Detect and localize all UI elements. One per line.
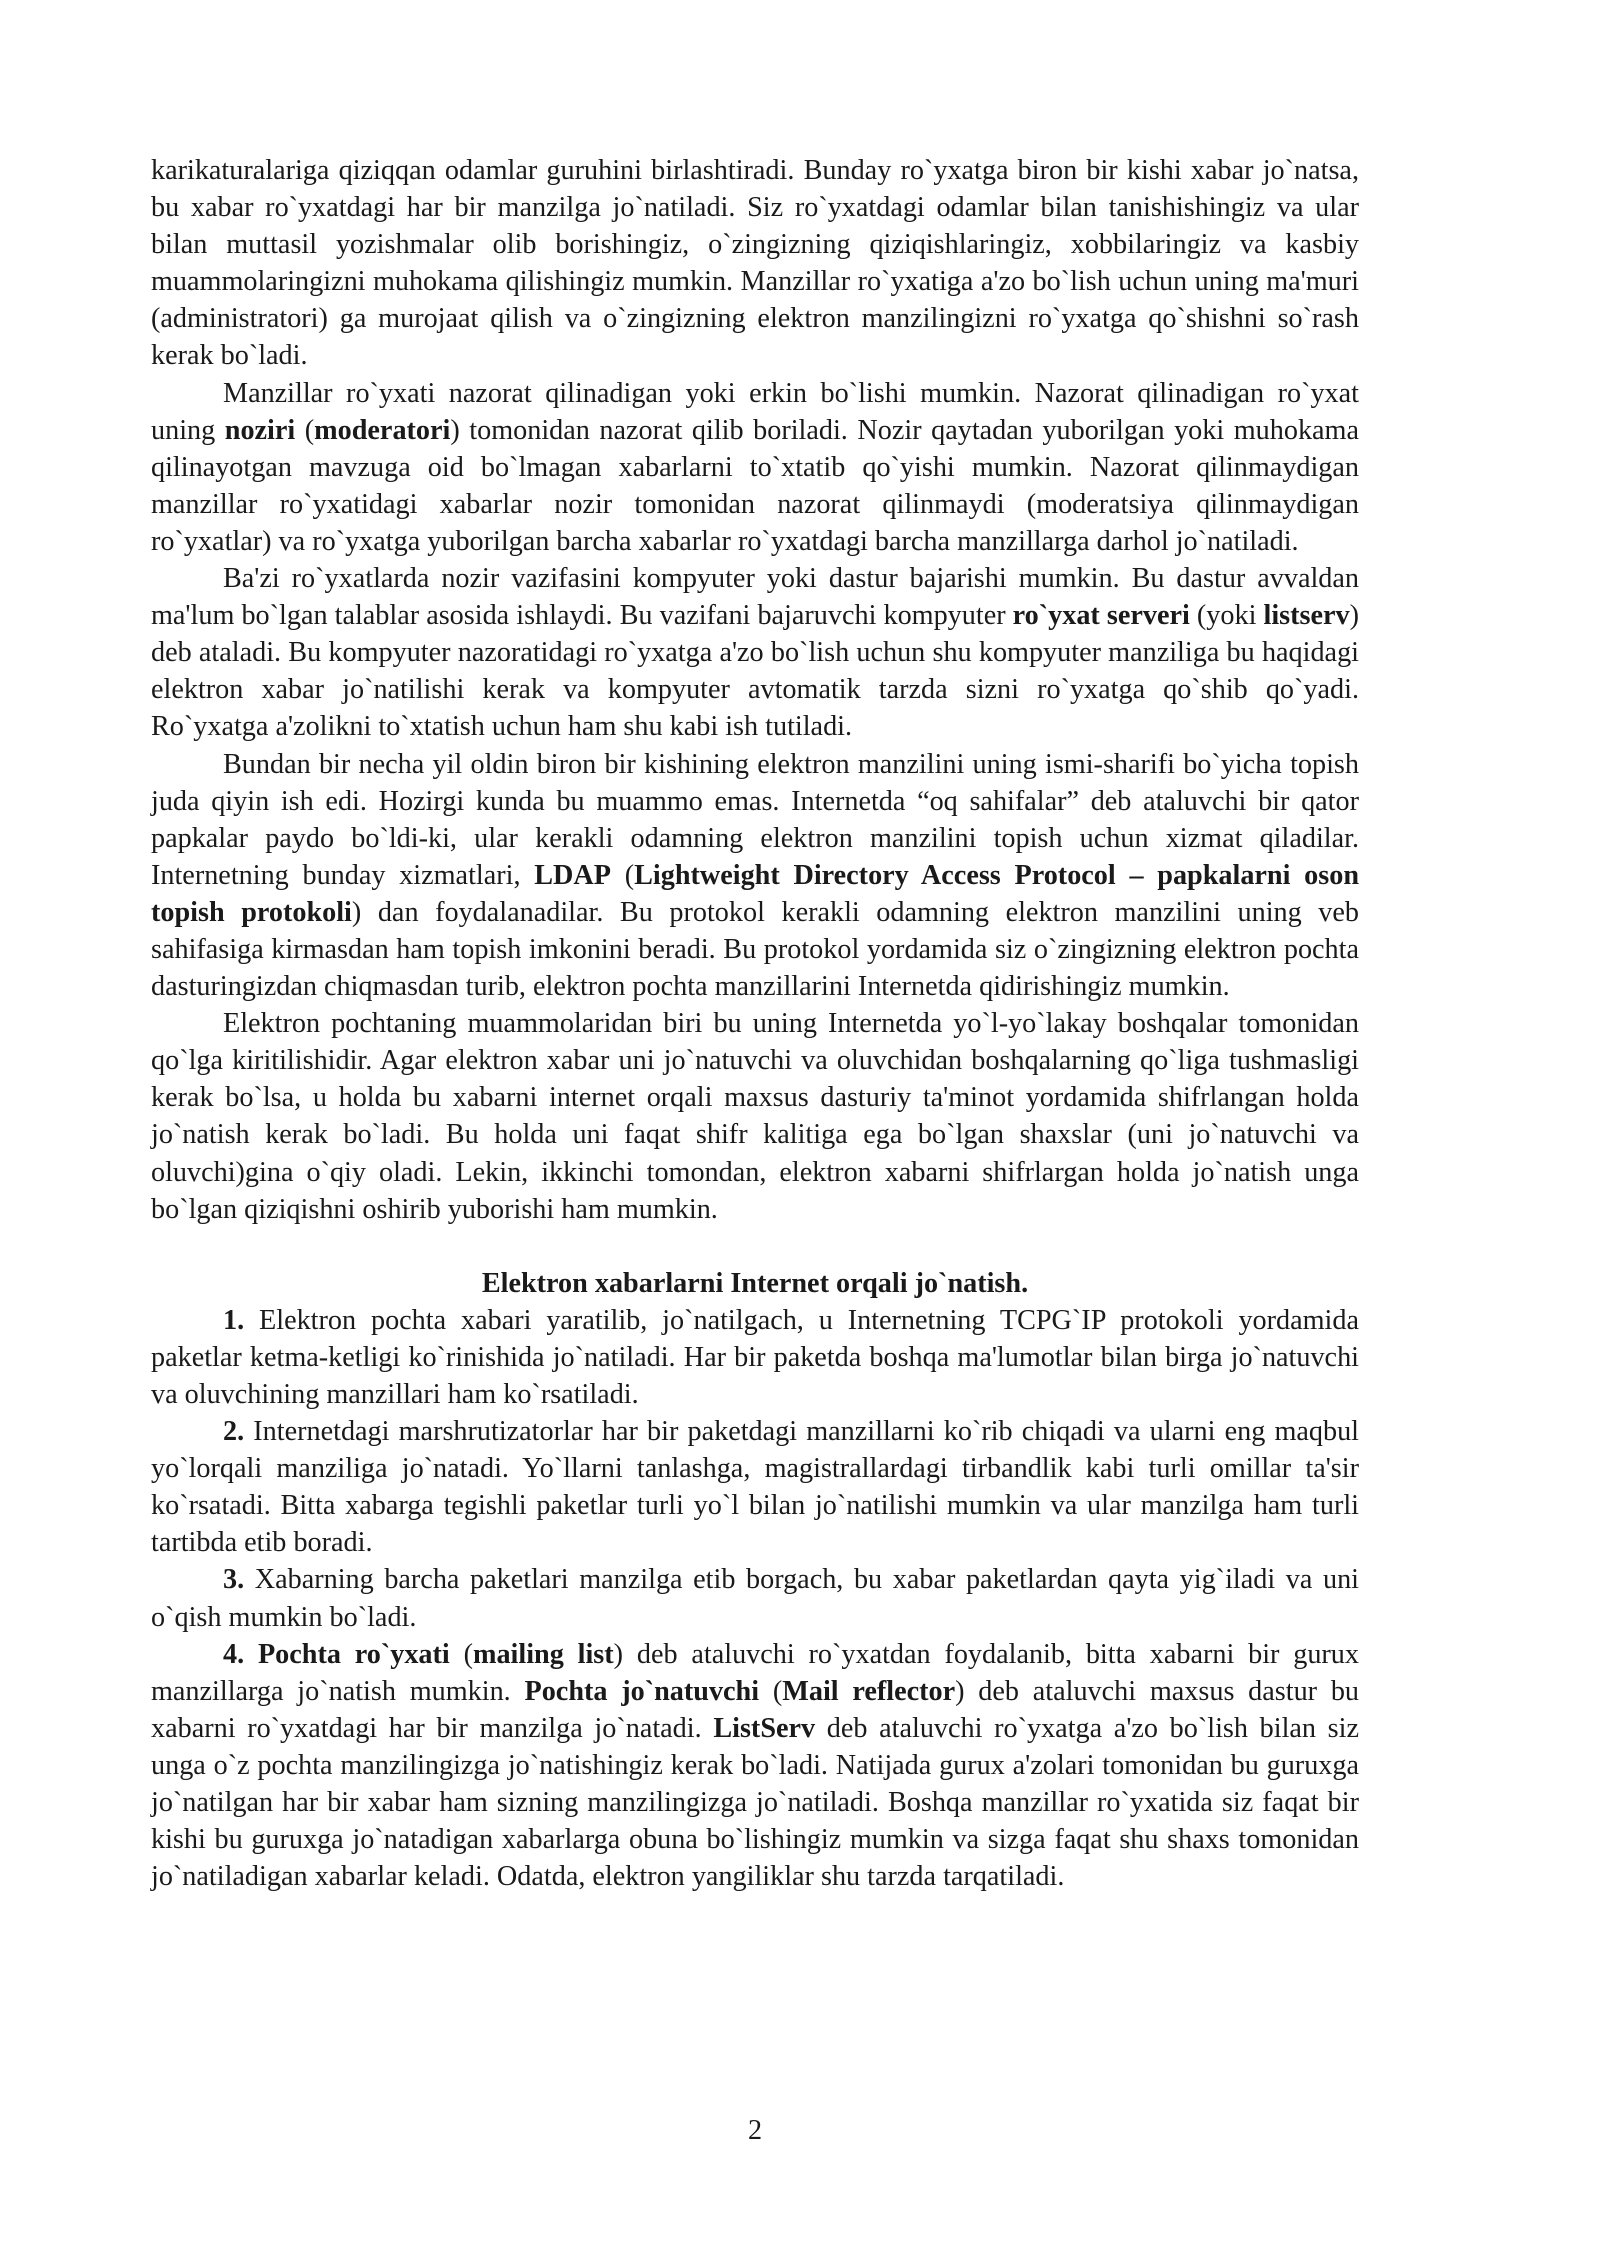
bold-term-moderatori: moderatori (314, 414, 451, 446)
bold-term-pochta-jonatuvchi: Pochta jo`natuvchi (524, 1675, 760, 1707)
text-run: Bundan bir necha yil oldin biron bir kishining elektron manzilini uning ismi-sharifi bo`yicha topish juda qiyin ish edi. Hozirgi kunda bu muammo emas. Internetda “oq sahifalar” deb ataluvchi bir qator papkalar paydo bo`ldi-ki, ular kerakli odamning elektron manzilini topish uchun xizmat qiladilar. Internetning bunday xizmatlari, (151, 748, 1359, 891)
text-run: ) deb ataluvchi ro`yxatdan foydalanib, bitta xabarni bir gurux manzillarga jo`natish mumkin. (151, 1638, 1359, 1707)
numbered-item-4 (151, 1636, 1359, 1896)
bold-term-listserv-2: ListServ (713, 1712, 816, 1744)
numbered-item-3 (151, 1561, 1359, 1635)
bold-term-mail-reflector: Mail reflector (782, 1675, 956, 1707)
bold-term-noziri: noziri (224, 414, 296, 446)
item-number: 2. (223, 1416, 245, 1448)
paragraph-5: Elektron pochtaning muammolaridan biri bu uning Internetda yo`l-yo`lakay boshqalar tomonidan qo`lga kiritilishidir. Agar elektron xabar uni jo`natuvchi va oluvchidan boshqalarning qo`liga tushmasligi kerak bo`lsa, u holda bu xabarni internet orqali maxsus dasturiy ta'minot yordamida shifrlangan holda jo`natish kerak bo`ladi. Bu holda uni faqat shifr kalitiga ega bo`lgan shaxslar (uni jo`natuvchi va oluvchi)gina o`qiy oladi. Lekin, ikkinchi tomondan, elektron xabarni shifrlargan holda jo`natish unga bo`lgan qiziqishni oshirib yuborishi ham mumkin. (151, 1008, 1359, 1225)
text-run: ( (295, 414, 315, 446)
bold-term-royxat-serveri: ro`yxat serveri (1012, 600, 1190, 632)
bold-term-pochta-royxati: Pochta ro`yxati (244, 1638, 450, 1670)
text-run: (yoki (1189, 600, 1264, 632)
item-number: 1. (223, 1304, 245, 1336)
bold-term-ldap-expansion: Lightweight Directory Access Protocol – papkalarni oson topish protokoli (151, 859, 1359, 928)
paragraph-4 (151, 746, 1359, 1006)
paragraph-3 (151, 560, 1359, 745)
text-run: Ba'zi ro`yxatlarda nozir vazifasini kompyuter yoki dastur bajarishi mumkin. Bu dastur avvaldan ma'lum bo`lgan talablar asosida ishlaydi. Bu vazifani bajaruvchi kompyuter (151, 563, 1359, 632)
text-run: Elektron pochta xabari yaratilib, jo`natilgach, u Internetning TCPG`IP protokoli yordamida paketlar ketma-ketligi ko`rinishida jo`natiladi. Har bir paketda boshqa ma'lumotlar bilan birga jo`natuvchi va oluvchining manzillari ham ko`rsatiladi. (151, 1304, 1359, 1410)
bold-term-ldap: LDAP (534, 859, 611, 891)
faint-watermark (970, 96, 1370, 114)
text-run: ) deb ataluvchi maxsus dastur bu xabarni ro`yxatdagi har bir manzilga jo`natadi. (151, 1675, 1360, 1744)
text-run: Xabarning barcha paketlari manzilga etib borgach, bu xabar paketlardan qayta yig`iladi va uni o`qish mumkin bo`ladi. (151, 1564, 1359, 1633)
bold-term-mailing-list: mailing list (472, 1638, 614, 1670)
text-run: deb ataluvchi ro`yxatga a'zo bo`lish bilan siz unga o`z pochta manzilingizga jo`natishingiz kerak bo`ladi. Natijada gurux a'zolari tomonidan bu guruxga jo`natilgan har bir xabar ham sizning manzilingizga jo`natiladi. Boshqa manzillar ro`yxatida siz faqat bir kishi bu guruxga jo`natadigan xabarlarga obuna bo`lishingiz mumkin va sizga faqat shu shaxs tomonidan jo`natiladigan xabarlar keladi. Odatda, elektron yangiliklar shu tarzda tarqatiladi. (151, 1712, 1359, 1893)
numbered-item-2 (151, 1413, 1359, 1561)
paragraph-1: karikaturalariga qiziqqan odamlar guruhini birlashtiradi. Bunday ro`yxatga biron bir kishi xabar jo`natsa, bu xabar ro`yxatdagi har bir manzilga jo`natiladi. Siz ro`yxatdagi odamlar bilan tanishishingiz va ular bilan muttasil yozishmalar olib borishingiz, o`zingizning qiziqishlaringiz, xobbilaringiz va kasbiy muammolaringizni muhokama qilishingiz mumkin. Manzillar ro`yxatiga a'zo bo`lish uchun uning ma'muri (administratori) ga murojaat qilish va o`zingizning elektron manzilingizni ro`yxatga qo`shishni so`rash kerak bo`ladi. (151, 155, 1359, 372)
item-number: 3. (223, 1564, 245, 1596)
text-run: ) tomonidan nazorat qilib boriladi. Nozir qaytadan yuborilgan yoki muhokama qilinayotgan mavzuga oid bo`lmagan xabarlarni to`xtatib qo`yishi mumkin. Nazorat qilinmaydigan manzillar ro`yxatidagi xabarlar nozir tomonidan nazorat qilinmaydi (moderatsiya qilinmaydigan ro`yxatlar) va ro`yxatga yuborilgan barcha xabarlar ro`yxatdagi barcha manzillarga darhol jo`natiladi. (151, 414, 1359, 557)
paragraph-2 (151, 375, 1359, 560)
text-run: Manzillar ro`yxati nazorat qilinadigan yoki erkin bo`lishi mumkin. Nazorat qilinadigan ro`yxat uning (151, 377, 1359, 446)
text-run: Internetdagi marshrutizatorlar har bir paketdagi manzillarni ko`rib chiqadi va ularni eng maqbul yo`lorqali manziliga jo`natadi. Yo`llarni tanlashga, magistrallardagi tirbandlik kabi turli omillar ta'sir ko`rsatadi. Bitta xabarga tegishli paketlar turli yo`l bilan jo`natilishi mumkin va ular manzilga ham turli tartibda etib boradi. (151, 1416, 1359, 1559)
item-number: 4. (223, 1638, 245, 1670)
page-number: 2 (747, 2115, 763, 2146)
numbered-item-1 (151, 1302, 1359, 1413)
text-run: ( (759, 1675, 783, 1707)
text-run: ( (449, 1638, 473, 1670)
section-heading: Elektron xabarlarni Internet orqali jo`natish. (481, 1267, 1029, 1299)
text-run: ) dan foydalanadilar. Bu protokol kerakli odamning elektron manzilini uning veb sahifasiga kirmasdan ham topish imkonini beradi. Bu protokol yordamida siz o`zingizning elektron pochta dasturingizdan chiqmasdan turib, elektron pochta manzillarini Internetda qidirishingiz mumkin. (151, 896, 1359, 1003)
bold-term-listserv: listserv (1263, 600, 1350, 632)
text-run: ) deb ataladi. Bu kompyuter nazoratidagi ro`yxatga a'zo bo`lish uchun shu kompyuter manziliga bu haqidagi elektron xabar jo`natilishi kerak va kompyuter avtomatik tarzda sizni ro`yxatga qo`shib qo`yadi. Ro`yxatga a'zolikni to`xtatish uchun ham shu kabi ish tutiladi. (151, 600, 1359, 743)
document-body (151, 152, 1359, 1895)
text-run: ( (610, 859, 635, 891)
